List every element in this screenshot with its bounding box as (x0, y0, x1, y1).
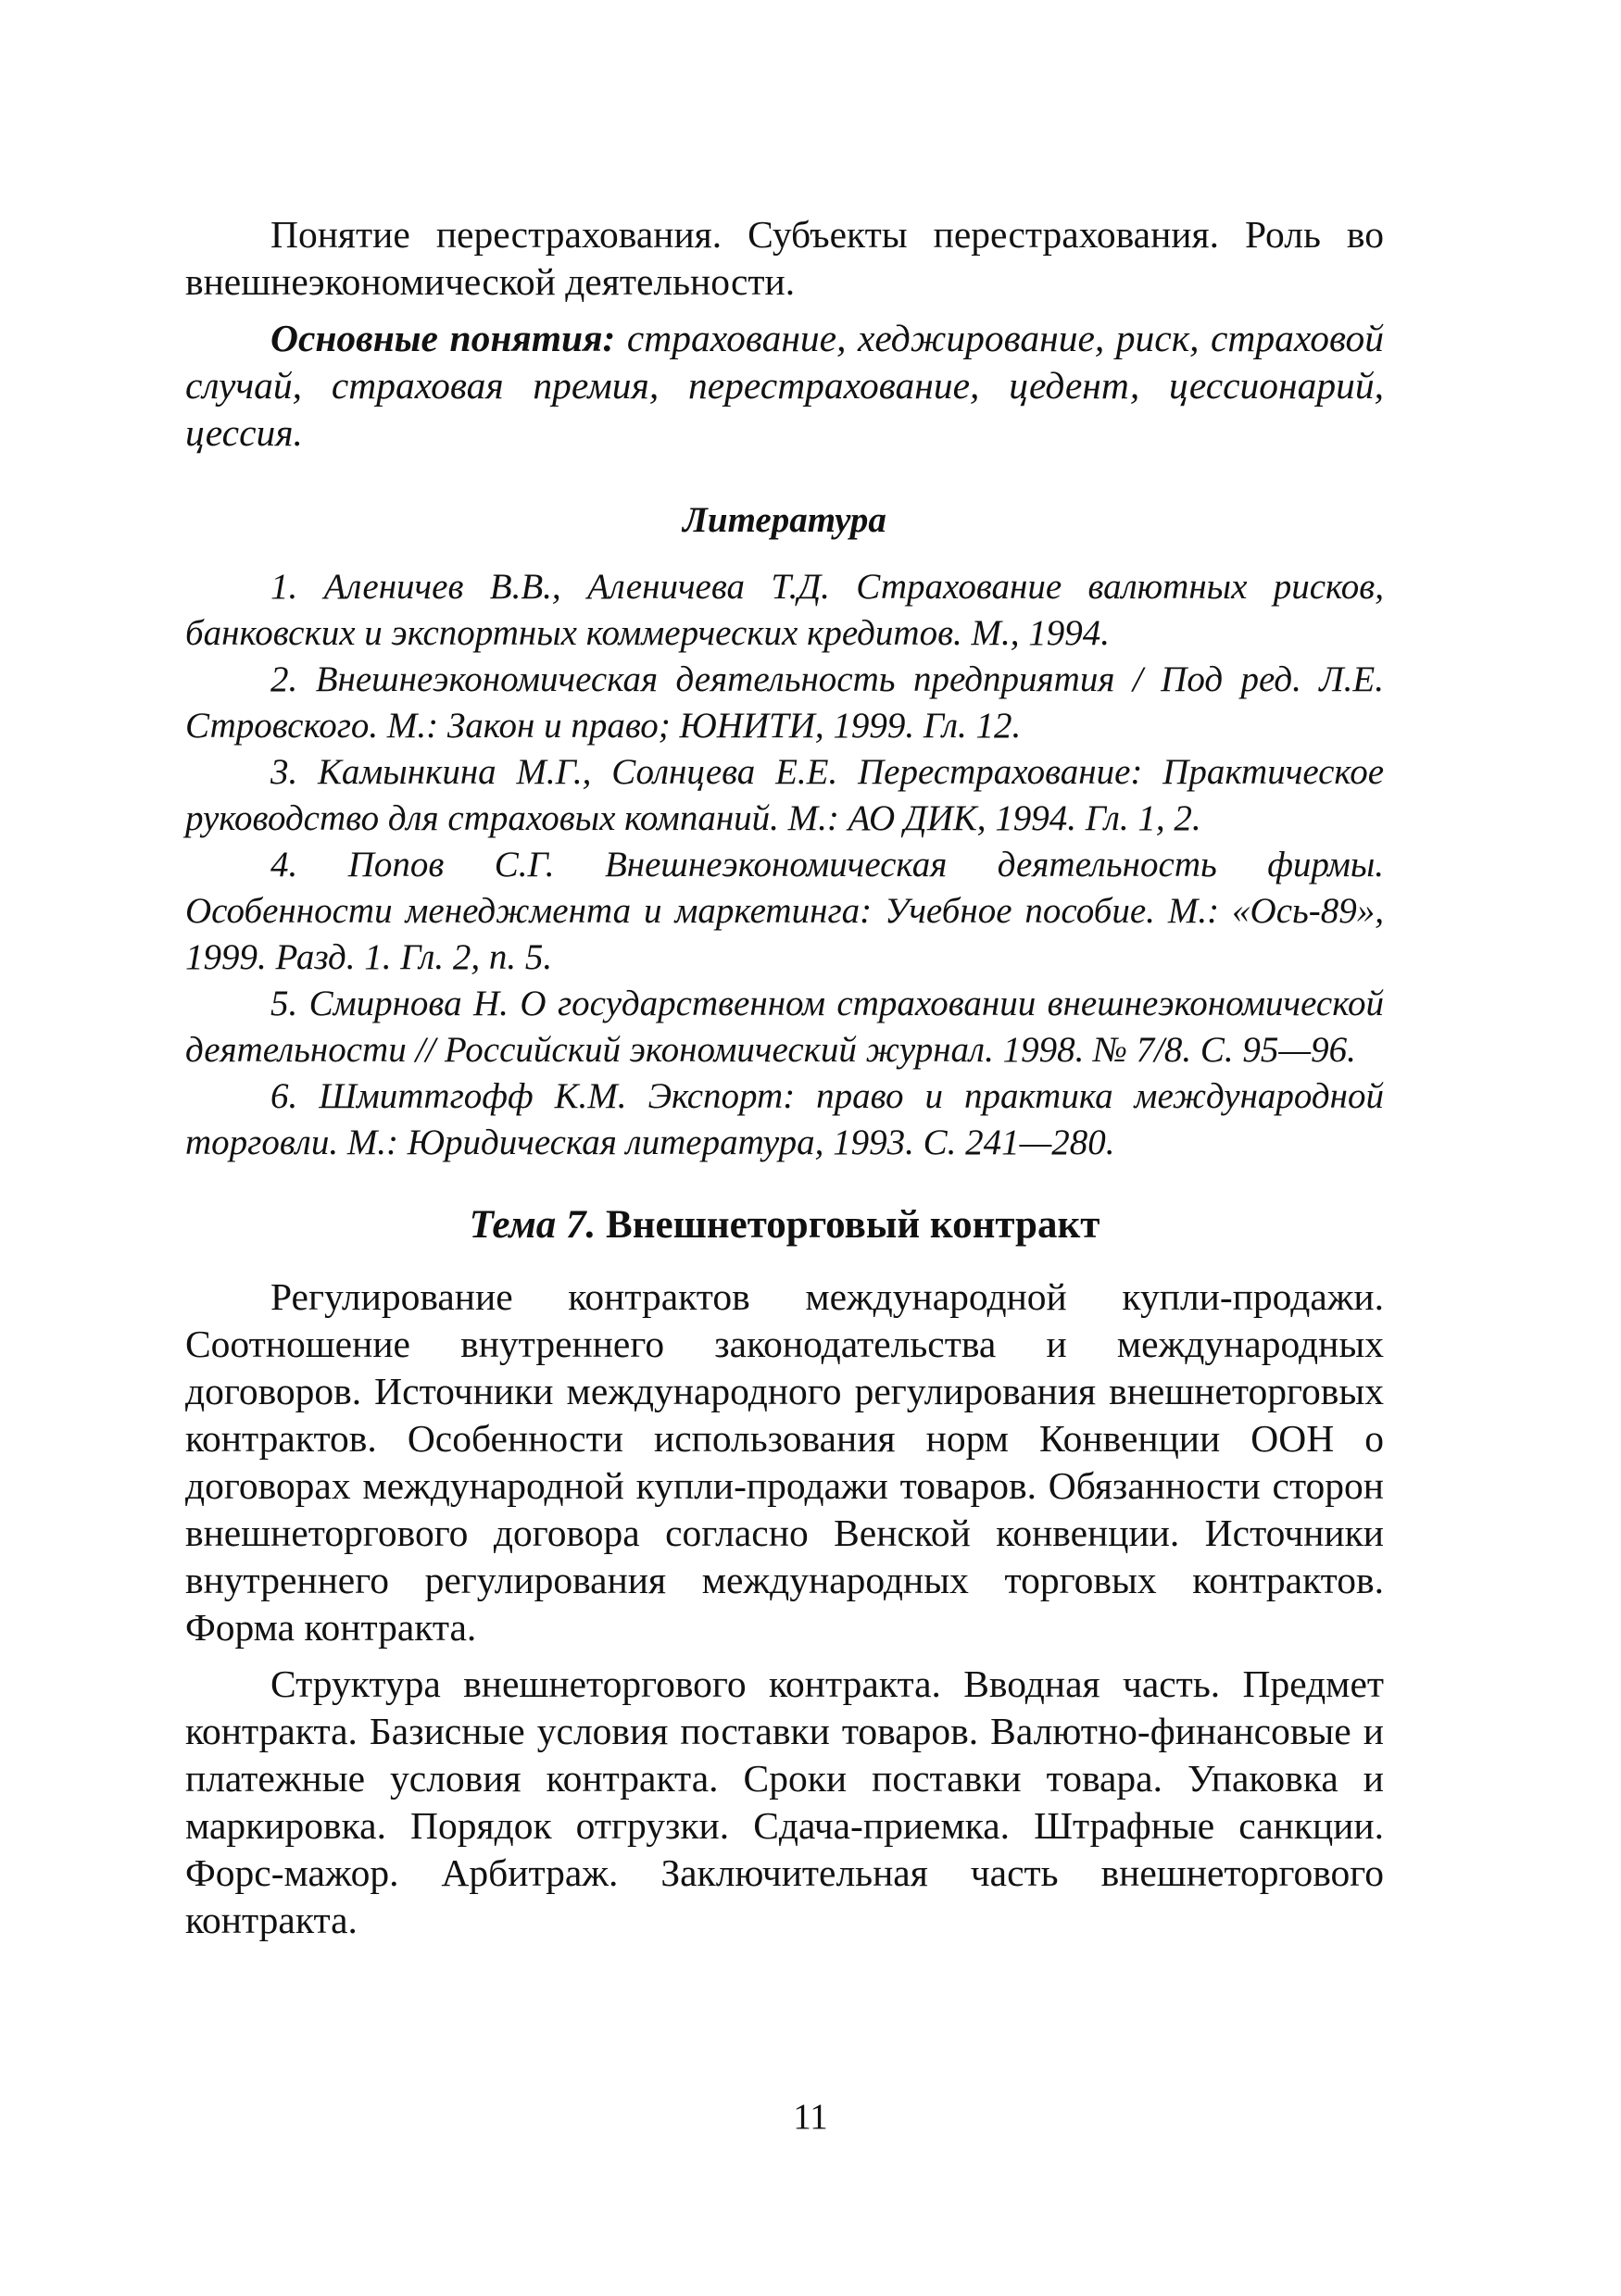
topic-paragraph: Регулирование контрактов международной купли-продажи. Соотношение внутреннего законодательства и международных договоров. Источники международного регулирования внешнеторговых контрактов. Особенности использования норм Конвенции ООН о договорах международной купли-продажи товаров. Обязанности сторон внешнеторгового договора согласно Венской конвенции. Источники внутреннего регулирования международных торговых контрактов. Форма контракта. (185, 1275, 1384, 1649)
literature-item: 4. Попов С.Г. Внешнеэкономическая деятельность фирмы. Особенности менеджмента и маркетинга: Учебное пособие. М.: «Ось-89», 1999. Разд. 1. Гл. 2, п. 5. (185, 845, 1384, 977)
literature-item: 5. Смирнова Н. О государственном страховании внешнеэкономической деятельности // Российский экономический журнал. 1998. № 7/8. С. 95—96. (185, 984, 1384, 1070)
page-number: 11 (793, 2097, 828, 2137)
intro-paragraph: Понятие перестрахования. Субъекты перестрахования. Роль во внешнеэкономической деятельности. (185, 213, 1384, 303)
literature-item: 3. Камынкина М.Г., Солнцева Е.Е. Перестрахование: Практическое руководство для страховых компаний. М.: АО ДИК, 1994. Гл. 1, 2. (185, 752, 1384, 838)
literature-heading: Литература (683, 500, 886, 540)
literature-item: 2. Внешнеэкономическая деятельность предприятия / Под ред. Л.Е. Стровского. М.: Закон и право; ЮНИТИ, 1999. Гл. 12. (185, 659, 1384, 746)
key-concepts-label: Основные понятия: (270, 317, 616, 359)
key-concepts-text: страхование, хеджирование, риск, страховой случай, страховая премия, перестрахование, цедент, цессионарий, цессия. (185, 317, 1384, 454)
topic-label: Тема 7. (469, 1203, 597, 1247)
topic-paragraph: Структура внешнеторгового контракта. Вводная часть. Предмет контракта. Базисные условия поставки товаров. Валютно-финансовые и платежные условия контракта. Сроки поставки товара. Упаковка и маркировка. Порядок отгрузки. Сдача-приемка. Штрафные санкции. Форс-мажор. Арбитраж. Заключительная часть внешнеторгового контракта. (185, 1662, 1384, 1941)
literature-item: 1. Аленичев В.В., Аленичева Т.Д. Страхование валютных рисков, банковских и экспортных коммерческих кредитов. М., 1994. (185, 567, 1384, 653)
text-column (185, 211, 1384, 1944)
key-concepts-paragraph (185, 315, 1384, 457)
literature-list (185, 564, 1384, 1166)
topic-title: Внешнеторговый контракт (606, 1203, 1100, 1247)
topic-heading (185, 1199, 1384, 1251)
literature-item: 6. Шмиттгофф К.М. Экспорт: право и практика международной торговли. М.: Юридическая литература, 1993. С. 241—280. (185, 1076, 1384, 1162)
